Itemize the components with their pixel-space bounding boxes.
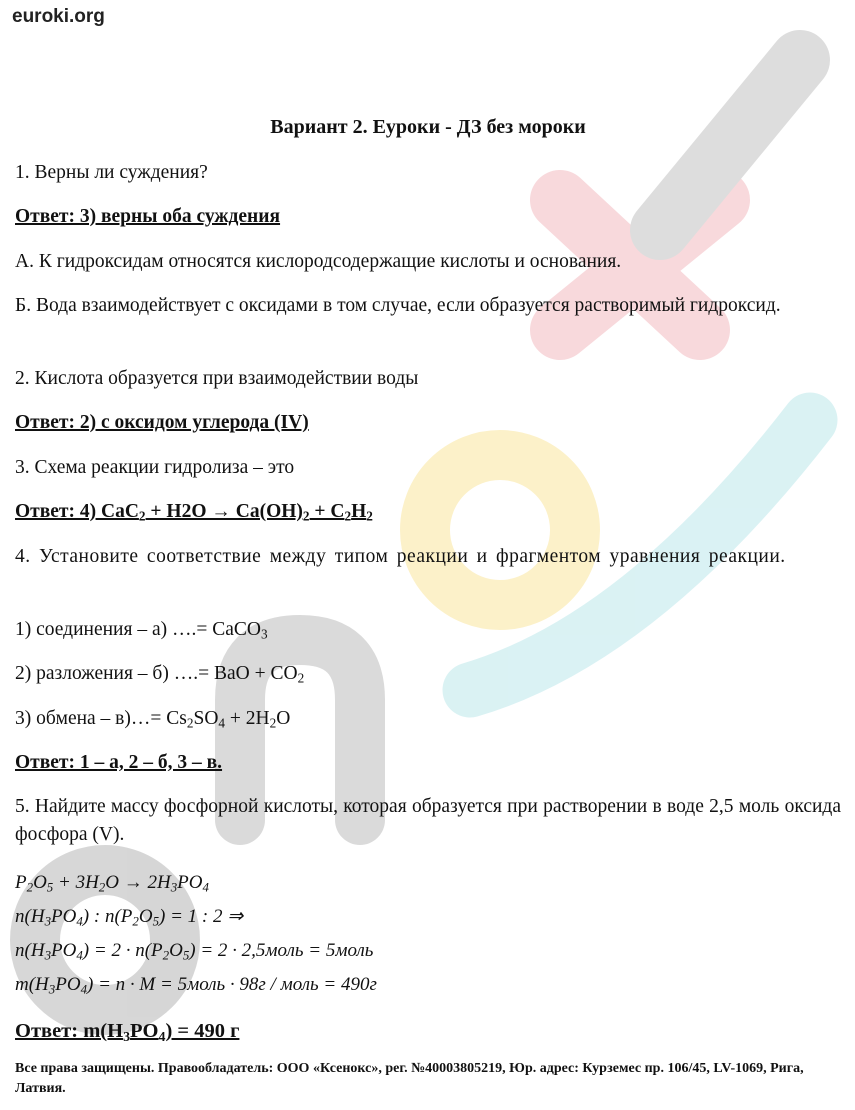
answer-3-sub: 2 xyxy=(138,508,146,524)
answer-2: Ответ: 2) с оксидом углерода (IV) xyxy=(15,412,309,433)
match-item-text: 1) соединения – а) ….= CaCO xyxy=(15,619,261,640)
question-2: 2. Кислота образуется при взаимодействии воды xyxy=(15,368,419,389)
answer-3-part: H xyxy=(351,501,367,522)
equation-line-4: $m(H_3PO_4) = n \cdot M$ = 5моль · 98г / моль = 490г xyxy=(15,974,377,997)
statement-b: Б. Вода взаимодействует с оксидами в том случае, если образуется растворимый гидроксид. xyxy=(15,295,781,316)
match-item-3 xyxy=(15,705,841,733)
statement-a: А. К гидроксидам относятся кислородсодержащие кислоты и основания. xyxy=(15,251,622,272)
match-item-sub: 4 xyxy=(218,715,226,731)
answer-5-part: ) = 490 г xyxy=(165,1020,240,1042)
match-item-sub: 3 xyxy=(260,626,268,642)
equation-line-3: $n(H_3PO_4) = 2 \cdot n(P_2O_5) = 2$ · 2,5моль = 5моль xyxy=(15,940,374,963)
answer-3-sub: 2 xyxy=(302,508,310,524)
match-item-2 xyxy=(15,660,841,688)
match-item-1 xyxy=(15,616,841,644)
answer-5-part: PO xyxy=(130,1020,159,1042)
answer-5 xyxy=(15,1017,841,1045)
page-title: Вариант 2. Еуроки - ДЗ без мороки xyxy=(270,116,586,138)
equation-line-1: $P_2O_5 + 3H_2O \to 2H_3PO_4$ xyxy=(15,872,209,895)
answer-1: Ответ: 3) верны оба суждения xyxy=(15,206,281,227)
question-3: 3. Схема реакции гидролиза – это xyxy=(15,457,295,478)
match-item-sub: 2 xyxy=(186,715,194,731)
question-5: 5. Найдите массу фосфорной кислоты, которая образуется при растворении в воде 2,5 моль оксида фосфора (V). xyxy=(15,796,841,845)
match-item-sub: 2 xyxy=(297,670,305,686)
answer-3-part: + H2O → Ca(OH) xyxy=(145,501,303,522)
answer-5-sub: 3 xyxy=(123,1029,131,1045)
match-item-text: + 2H xyxy=(225,708,270,729)
copyright-footer: Все права защищены. Правообладатель: ООО «Ксенокс», рег. №40003805219, Юр. адрес: Курземес пр. 106/45, LV-1069, Рига, Латвия. xyxy=(15,1061,804,1096)
answer-5-sub: 4 xyxy=(158,1029,166,1045)
answer-3-sub: 2 xyxy=(366,508,373,524)
question-1: 1. Верны ли суждения? xyxy=(15,162,208,183)
match-item-text: 3) обмена – в)…= Cs xyxy=(15,708,187,729)
match-item-text: O xyxy=(276,708,291,729)
equation-line-2: $n(H_3PO_4)$ : $n(P_2O_5) = 1$ : 2 ⇒ xyxy=(15,906,244,929)
answer-3 xyxy=(15,498,841,526)
match-item-text: 2) разложения – б) ….= BaO + CO xyxy=(15,663,298,684)
answer-3-sub: 2 xyxy=(344,508,352,524)
question-4: 4. Установите соответствие между типом реакции и фрагментом уравнения реакции. xyxy=(15,546,786,567)
answer-5-part: Ответ: m(H xyxy=(15,1020,124,1042)
match-item-text: SO xyxy=(193,708,219,729)
match-item-sub: 2 xyxy=(269,715,277,731)
answer-3-part: Ответ: 4) CaC xyxy=(15,501,139,522)
answer-3-part: + C xyxy=(309,501,345,522)
site-logo[interactable]: euroki.org xyxy=(12,6,105,27)
answer-4: Ответ: 1 – а, 2 – б, 3 – в. xyxy=(15,752,223,773)
